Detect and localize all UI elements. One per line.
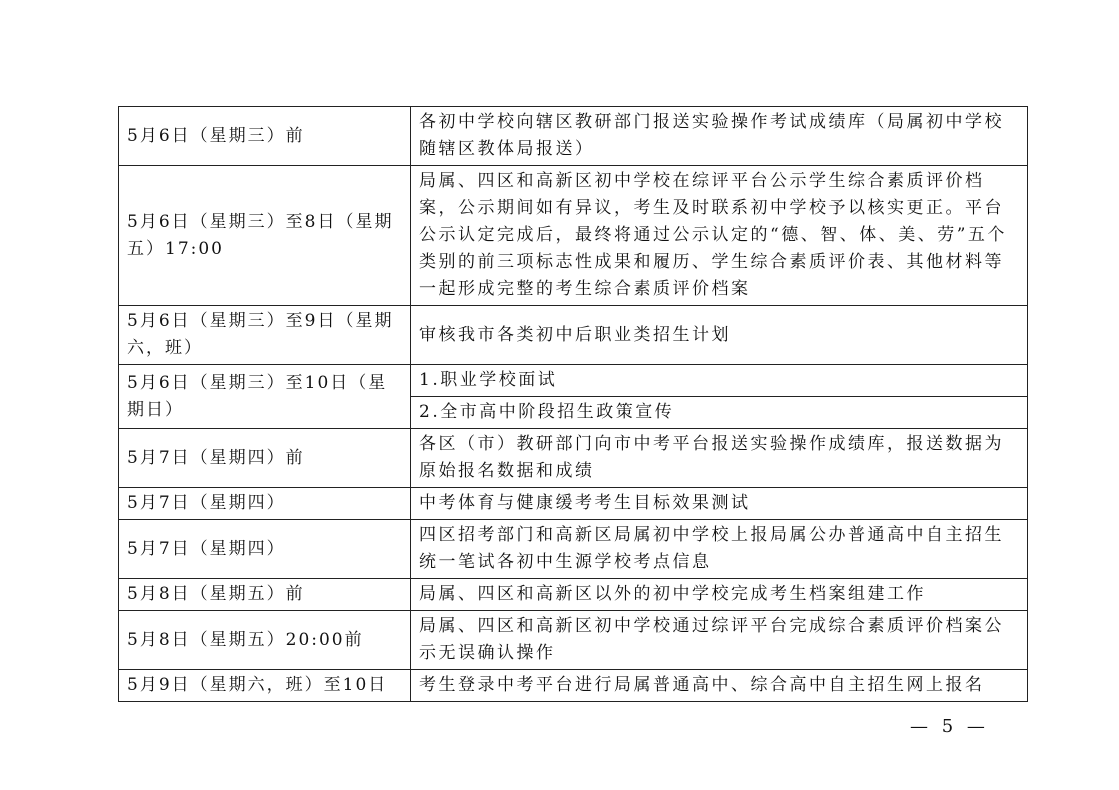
date-cell: 5月6日（星期三）至10日（星期日） — [119, 365, 411, 429]
table-row — [119, 520, 1028, 579]
table-row — [119, 579, 1028, 611]
task-cell: 局属、四区和高新区以外的初中学校完成考生档案组建工作 — [411, 579, 1028, 611]
date-cell: 5月6日（星期三）至8日（星期五）17:00 — [119, 166, 411, 306]
page-number: — 5 — — [910, 716, 989, 737]
table-row — [119, 365, 1028, 397]
date-cell: 5月6日（星期三）至9日（星期六，班） — [119, 306, 411, 365]
schedule-table — [118, 106, 1028, 702]
date-cell: 5月7日（星期四）前 — [119, 429, 411, 488]
task-cell: 各区（市）教研部门向市中考平台报送实验操作成绩库，报送数据为原始报名数据和成绩 — [411, 429, 1028, 488]
date-cell: 5月9日（星期六，班）至10日 — [119, 670, 411, 702]
table-row — [119, 107, 1028, 166]
task-cell: 2.全市高中阶段招生政策宣传 — [411, 397, 1028, 429]
table-row — [119, 670, 1028, 702]
task-cell: 四区招考部门和高新区局属初中学校上报局属公办普通高中自主招生统一笔试各初中生源学校考点信息 — [411, 520, 1028, 579]
date-cell: 5月8日（星期五）前 — [119, 579, 411, 611]
task-cell: 局属、四区和高新区初中学校通过综评平台完成综合素质评价档案公示无误确认操作 — [411, 611, 1028, 670]
date-cell: 5月8日（星期五）20:00前 — [119, 611, 411, 670]
task-cell: 各初中学校向辖区教研部门报送实验操作考试成绩库（局属初中学校随辖区教体局报送） — [411, 107, 1028, 166]
table-row — [119, 166, 1028, 306]
date-cell: 5月7日（星期四） — [119, 520, 411, 579]
table-row — [119, 306, 1028, 365]
table-row — [119, 611, 1028, 670]
task-cell: 局属、四区和高新区初中学校在综评平台公示学生综合素质评价档案，公示期间如有异议，考生及时联系初中学校予以核实更正。平台公示认定完成后，最终将通过公示认定的“德、智、体、美、劳”五个类别的前三项标志性成果和履历、学生综合素质评价表、其他材料等一起形成完整的考生综合素质评价档案 — [411, 166, 1028, 306]
table-row — [119, 488, 1028, 520]
task-cell: 考生登录中考平台进行局属普通高中、综合高中自主招生网上报名 — [411, 670, 1028, 702]
task-cell: 1.职业学校面试 — [411, 365, 1028, 397]
task-cell: 中考体育与健康缓考考生目标效果测试 — [411, 488, 1028, 520]
date-cell: 5月7日（星期四） — [119, 488, 411, 520]
date-cell: 5月6日（星期三）前 — [119, 107, 411, 166]
table-row — [119, 429, 1028, 488]
task-cell: 审核我市各类初中后职业类招生计划 — [411, 306, 1028, 365]
